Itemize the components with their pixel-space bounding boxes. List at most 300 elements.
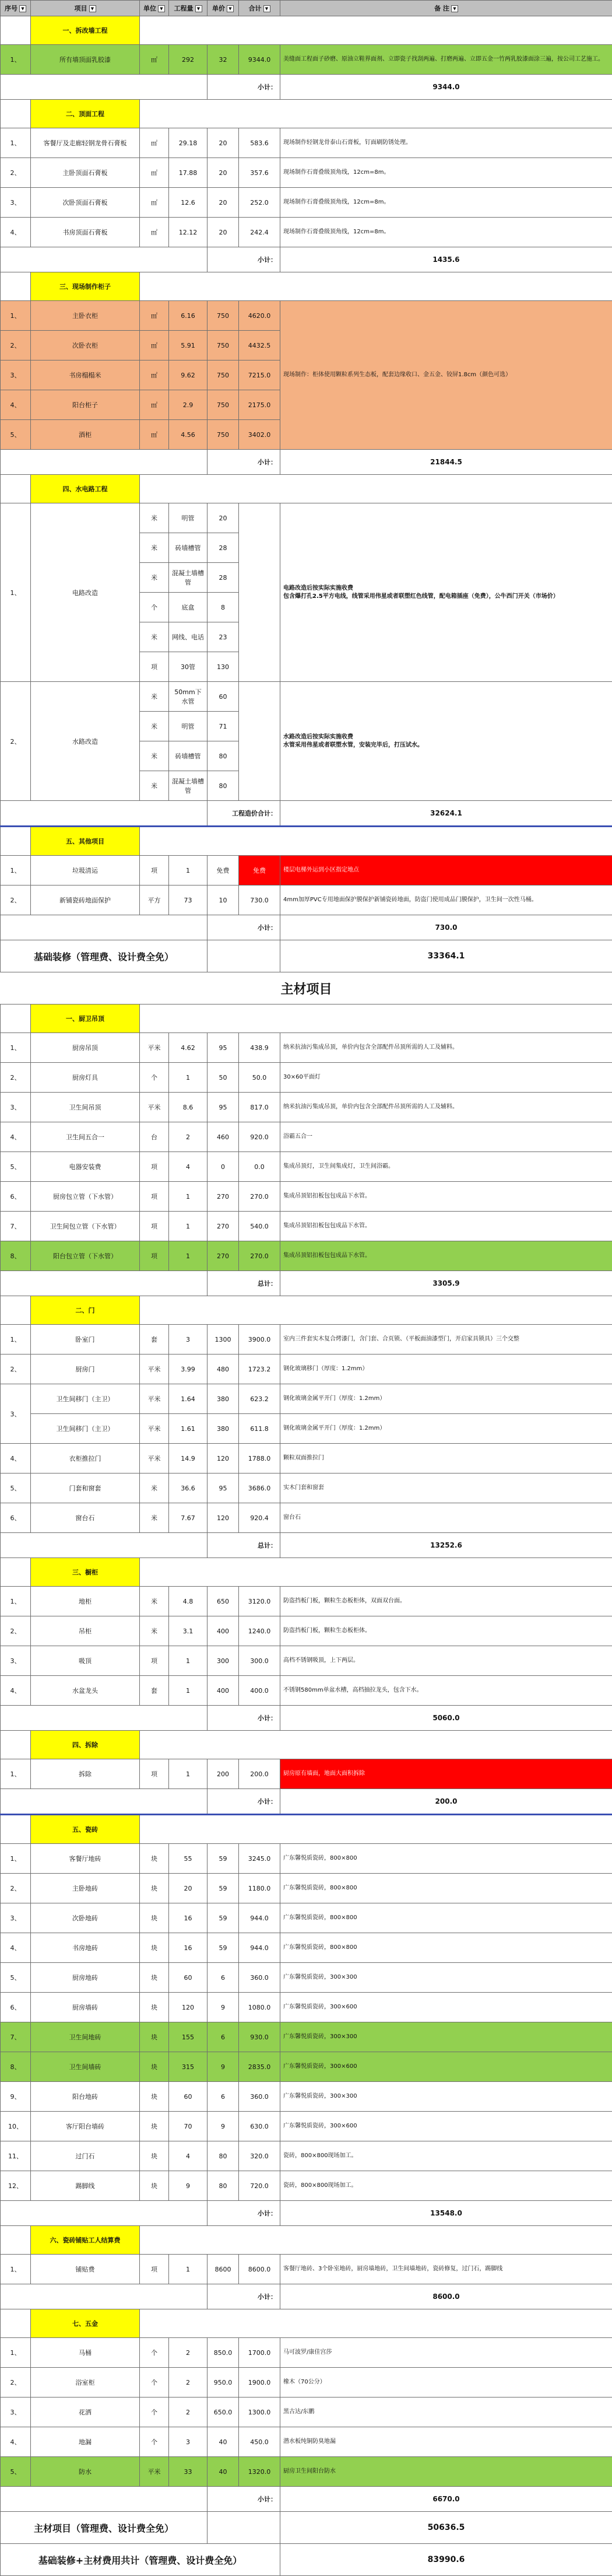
row-no: 2、 <box>1 158 31 188</box>
row-unit: 个 <box>140 2368 169 2398</box>
row-unit: 个 <box>140 2338 169 2368</box>
row-item: 卫生间五合一 <box>31 1122 140 1152</box>
empty-cell <box>1 1789 207 1815</box>
row-no: 3、 <box>1 2398 31 2427</box>
empty-cell <box>140 16 612 45</box>
subtotal-value: 13548.0 <box>280 2201 612 2226</box>
row-no: 3、 <box>1 1903 31 1933</box>
row-total <box>239 682 280 801</box>
row-note: 现场制作石膏叠级顶角线，12cm=8m。 <box>280 188 612 218</box>
filter-dropdown-icon[interactable]: ▼ <box>158 5 165 12</box>
table-row <box>1 1182 612 1212</box>
row-no: 3、 <box>1 1384 31 1444</box>
row-unit: 项 <box>140 856 169 886</box>
row-total: 730.0 <box>239 886 280 915</box>
filter-dropdown-icon[interactable]: ▼ <box>19 5 26 12</box>
row-unit: 套 <box>140 1676 169 1706</box>
row-note: 4mm加厚PVC专用地面保护膜保护新铺瓷砖地面，防盗门使用成品门膜保护，卫生间一次性马桶。 <box>280 886 612 915</box>
row-price: 120 <box>207 1444 239 1474</box>
row-note: 广东馨悦质瓷砖，300×300 <box>280 2082 612 2112</box>
subtotal-row <box>1 1789 612 1815</box>
row-no: 3、 <box>1 188 31 218</box>
row-no: 2、 <box>1 1354 31 1384</box>
subtotal-row <box>1 247 612 272</box>
table-row <box>1 1676 612 1706</box>
table-row <box>1 2398 612 2427</box>
empty-cell <box>1 1706 207 1731</box>
empty-cell <box>140 1731 612 1759</box>
subtotal-value: 8600.0 <box>280 2284 612 2309</box>
row-qty: 4 <box>169 2141 207 2171</box>
row-unit: 个 <box>140 1063 169 1093</box>
empty-cell <box>1 1296 31 1325</box>
row-price: 300 <box>207 1646 239 1676</box>
row-item: 卫生间移门（主卫） <box>31 1414 140 1444</box>
row-total: 252.0 <box>239 188 280 218</box>
row-item: 防水 <box>31 2457 140 2487</box>
row-item: 窗台石 <box>31 1503 140 1533</box>
row-note: 现场制作石膏叠级顶角线，12cm=8m。 <box>280 218 612 247</box>
row-unit: 套 <box>140 1325 169 1354</box>
row-qty: 28 <box>207 533 239 563</box>
row-qty: 70 <box>169 2112 207 2141</box>
row-qty: 60 <box>207 682 239 712</box>
row-no: 6、 <box>1 1182 31 1212</box>
subtotal-label: 小计： <box>207 2284 280 2309</box>
row-price: 6 <box>207 2022 239 2052</box>
row-price: 270 <box>207 1182 239 1212</box>
table-row <box>1 1903 612 1933</box>
section-title-row <box>1 1296 612 1325</box>
row-note: 现场制作：柜体使用颗粒系列生态板，配套边缘收口、金五金、铰屏1.8cm（颜色可选） <box>280 301 612 450</box>
empty-cell <box>1 2487 207 2512</box>
row-item: 卫生间吊顶 <box>31 1093 140 1122</box>
empty-cell <box>207 940 280 972</box>
row-qty: 315 <box>169 2052 207 2082</box>
header-seq-label: 序号 <box>5 5 17 12</box>
empty-cell <box>1 2309 31 2338</box>
row-item: 马桶 <box>31 2338 140 2368</box>
table-row <box>1 1384 612 1414</box>
row-no: 5、 <box>1 1474 31 1503</box>
row-no: 4、 <box>1 1933 31 1963</box>
table-row <box>1 2082 612 2112</box>
header-qty <box>169 1 207 16</box>
row-subitem: 砖墙槽管 <box>169 533 207 563</box>
row-item: 铺贴费 <box>31 2255 140 2284</box>
row-no: 5、 <box>1 1963 31 1993</box>
row-note: 广东馨悦质瓷砖，300×300 <box>280 2022 612 2052</box>
row-unit: 个 <box>140 593 169 622</box>
row-total: 1900.0 <box>239 2368 280 2398</box>
header-item-label: 项目 <box>75 5 87 12</box>
empty-cell <box>1 801 207 827</box>
empty-cell <box>1 1005 31 1033</box>
row-total: 1180.0 <box>239 1874 280 1903</box>
row-item: 酒柜 <box>31 420 140 450</box>
row-item: 垃圾清运 <box>31 856 140 886</box>
section-title-row <box>1 2309 612 2338</box>
row-item: 衣柜推拉门 <box>31 1444 140 1474</box>
row-subitem: 底盒 <box>169 593 207 622</box>
empty-cell <box>1 16 31 45</box>
row-no: 1、 <box>1 2255 31 2284</box>
table-row <box>1 1033 612 1063</box>
header-row <box>1 1 612 16</box>
row-no: 5、 <box>1 420 31 450</box>
row-price: 650 <box>207 1587 239 1616</box>
row-item: 地漏 <box>31 2427 140 2457</box>
table-row <box>1 1616 612 1646</box>
row-no: 11、 <box>1 2141 31 2171</box>
subtotal-row <box>1 915 612 940</box>
row-price: 80 <box>207 2141 239 2171</box>
row-item: 过门石 <box>31 2141 140 2171</box>
row-price: 750 <box>207 360 239 390</box>
row-note: 现场制作轻钢龙骨泰山石膏板，钉面刷防锈处理。 <box>280 128 612 158</box>
subtotal-label: 工程造价合计： <box>207 801 280 827</box>
row-price: 950.0 <box>207 2368 239 2398</box>
row-no: 4、 <box>1 390 31 420</box>
row-unit: ㎡ <box>140 158 169 188</box>
row-unit: 个 <box>140 2398 169 2427</box>
row-unit: 项 <box>140 1152 169 1182</box>
row-price: 750 <box>207 301 239 331</box>
empty-cell <box>1 75 207 100</box>
row-unit: 项 <box>140 1759 169 1789</box>
row-qty: 60 <box>169 2082 207 2112</box>
table-row <box>1 2338 612 2368</box>
row-no: 6、 <box>1 1993 31 2022</box>
row-no: 1、 <box>1 1033 31 1063</box>
row-unit: 项 <box>140 1241 169 1271</box>
table-row <box>1 1325 612 1354</box>
header-seq <box>1 1 31 16</box>
row-item: 书房地砖 <box>31 1933 140 1963</box>
row-qty: 1 <box>169 1241 207 1271</box>
row-total: 438.9 <box>239 1033 280 1063</box>
row-total: 3900.0 <box>239 1325 280 1354</box>
subtotal-value: 200.0 <box>280 1789 612 1815</box>
row-price: 380 <box>207 1414 239 1444</box>
row-no: 1、 <box>1 301 31 331</box>
row-qty: 8.6 <box>169 1093 207 1122</box>
row-qty: 3.1 <box>169 1616 207 1646</box>
row-no: 9、 <box>1 2082 31 2112</box>
table-row <box>1 856 612 886</box>
subtotal-value: 13252.6 <box>280 1533 612 1558</box>
row-no: 2、 <box>1 331 31 360</box>
header-note-label: 备 注 <box>434 5 449 12</box>
row-note: 瓷砖，800×800现场加工。 <box>280 2171 612 2201</box>
row-unit: 米 <box>140 563 169 593</box>
row-price: 460 <box>207 1122 239 1152</box>
row-no: 2、 <box>1 682 31 801</box>
row-item: 次卧衣柜 <box>31 331 140 360</box>
row-total: 944.0 <box>239 1903 280 1933</box>
row-item: 花洒 <box>31 2398 140 2427</box>
row-qty: 2.9 <box>169 390 207 420</box>
table-row <box>1 2427 612 2457</box>
row-qty: 2 <box>169 2398 207 2427</box>
table-row <box>1 1503 612 1533</box>
row-no: 1、 <box>1 128 31 158</box>
filter-dropdown-icon[interactable]: ▼ <box>451 5 458 12</box>
section-title: 三、橱柜 <box>31 1558 140 1587</box>
row-unit: 块 <box>140 2171 169 2201</box>
row-unit: 平米 <box>140 1414 169 1444</box>
subtotal-label: 总计： <box>207 1271 280 1296</box>
row-qty: 80 <box>207 741 239 771</box>
row-unit: 块 <box>140 1874 169 1903</box>
row-note: 钢化玻璃移门（厚度：1.2mm） <box>280 1354 612 1384</box>
row-qty: 6.16 <box>169 301 207 331</box>
row-total: 8600.0 <box>239 2255 280 2284</box>
section-title: 五、瓷砖 <box>31 1815 140 1844</box>
row-qty: 1 <box>169 1182 207 1212</box>
row-price: 95 <box>207 1033 239 1063</box>
row-total: 540.0 <box>239 1212 280 1241</box>
row-no: 1、 <box>1 1325 31 1354</box>
empty-cell <box>1 272 31 301</box>
row-qty: 73 <box>169 886 207 915</box>
empty-cell <box>140 1558 612 1587</box>
row-total: 360.0 <box>239 1963 280 1993</box>
empty-cell <box>140 1296 612 1325</box>
row-unit: 块 <box>140 2082 169 2112</box>
row-note: 厨房卫生间阳台防水 <box>280 2457 612 2487</box>
empty-cell <box>1 2226 31 2255</box>
subtotal-label: 小计： <box>207 2487 280 2512</box>
row-qty: 3.99 <box>169 1354 207 1384</box>
table-row <box>1 1646 612 1676</box>
row-total: 4620.0 <box>239 301 280 331</box>
row-qty: 4 <box>169 1152 207 1182</box>
row-subitem: 混凝土墙槽管 <box>169 771 207 801</box>
row-item: 门套和窗套 <box>31 1474 140 1503</box>
section-title: 二、顶面工程 <box>31 100 140 128</box>
row-total: 200.0 <box>239 1759 280 1789</box>
row-item: 拆除 <box>31 1759 140 1789</box>
section-title-row <box>1 1731 612 1759</box>
row-unit: 米 <box>140 682 169 712</box>
row-item: 厨房地砖 <box>31 1963 140 1993</box>
grand-total-value: 83990.6 <box>280 2544 612 2576</box>
table-row <box>1 2022 612 2052</box>
table-row <box>1 128 612 158</box>
row-no: 3、 <box>1 1093 31 1122</box>
row-no: 5、 <box>1 2457 31 2487</box>
row-unit: 米 <box>140 771 169 801</box>
row-item: 书房榻榻米 <box>31 360 140 390</box>
row-unit: 平米 <box>140 1093 169 1122</box>
row-qty: 3 <box>169 2427 207 2457</box>
row-unit: 块 <box>140 1903 169 1933</box>
row-item: 阳台包立管（下水管） <box>31 1241 140 1271</box>
row-no: 2、 <box>1 1616 31 1646</box>
row-total: 3402.0 <box>239 420 280 450</box>
row-item: 次卧顶面石膏板 <box>31 188 140 218</box>
section-title: 五、其他项目 <box>31 827 140 856</box>
row-note: 美缝面工程面子砂磨、原油立鞋界面剂、立即瓷子找刮两遍、打磨两遍、立即五金一竹两乳胶漆面涂三遍，按公司工艺施工。 <box>280 45 612 75</box>
row-qty: 1.61 <box>169 1414 207 1444</box>
row-total: 免费 <box>239 856 280 886</box>
row-note: 窗台石 <box>280 1503 612 1533</box>
row-subitem: 50mm下水管 <box>169 682 207 712</box>
row-unit: 块 <box>140 1963 169 1993</box>
row-no: 4、 <box>1 1122 31 1152</box>
row-unit: 平米 <box>140 2457 169 2487</box>
section-title: 一、厨卫吊顶 <box>31 1005 140 1033</box>
row-total: 50.0 <box>239 1063 280 1093</box>
row-price: 750 <box>207 390 239 420</box>
subtotal-label: 小计： <box>207 2201 280 2226</box>
subtotal-value: 21844.5 <box>280 450 612 475</box>
row-qty: 130 <box>207 652 239 682</box>
filter-dropdown-icon[interactable]: ▼ <box>195 5 202 12</box>
table-row <box>1 1241 612 1271</box>
row-item: 书房顶面石膏板 <box>31 218 140 247</box>
row-qty: 1 <box>169 1676 207 1706</box>
subtotal-row <box>1 2284 612 2309</box>
row-unit: ㎡ <box>140 360 169 390</box>
header-total-label: 合计 <box>249 5 262 12</box>
row-total: 3686.0 <box>239 1474 280 1503</box>
row-unit: ㎡ <box>140 188 169 218</box>
row-qty: 12.6 <box>169 188 207 218</box>
row-no: 6、 <box>1 1503 31 1533</box>
subtotal-label: 小计： <box>207 915 280 940</box>
row-note: 电路改造后按实际实施收费 包含爆打孔2.5平方电线，线管采用伟星或者联塑红色线管，配电箱插座（免费），公牛西门开关（市场价） <box>280 503 612 682</box>
table-row <box>1 2112 612 2141</box>
row-item: 电路改造 <box>31 503 140 682</box>
empty-cell <box>140 2309 612 2338</box>
table-row <box>1 1587 612 1616</box>
empty-cell <box>1 1815 31 1844</box>
row-unit: 项 <box>140 1182 169 1212</box>
row-total: 920.4 <box>239 1503 280 1533</box>
row-total: 450.0 <box>239 2427 280 2457</box>
row-unit: 平米 <box>140 1444 169 1474</box>
row-price: 32 <box>207 45 239 75</box>
row-unit: ㎡ <box>140 420 169 450</box>
row-note: 集成吊顶铝扣板包包成品下水管。 <box>280 1212 612 1241</box>
filter-dropdown-icon[interactable]: ▼ <box>227 5 234 12</box>
row-no: 4、 <box>1 1444 31 1474</box>
row-note: 广东馨悦质瓷砖，800×800 <box>280 1874 612 1903</box>
empty-cell <box>1 475 31 503</box>
row-item: 卫生间地砖 <box>31 2022 140 2052</box>
subtotal-row <box>1 2201 612 2226</box>
row-unit: ㎡ <box>140 218 169 247</box>
row-qty: 1.64 <box>169 1384 207 1414</box>
row-note: 不锈钢580mm单盆水槽，高档抽拉龙头，包含下水。 <box>280 1676 612 1706</box>
table-row <box>1 1963 612 1993</box>
row-subitem: 30管 <box>169 652 207 682</box>
row-qty: 60 <box>169 1963 207 1993</box>
row-total: 611.8 <box>239 1414 280 1444</box>
row-note: 广东馨悦质瓷砖，300×600 <box>280 2052 612 2082</box>
filter-dropdown-icon[interactable]: ▼ <box>263 5 270 12</box>
row-item: 地柜 <box>31 1587 140 1616</box>
row-total: 583.6 <box>239 128 280 158</box>
row-note: 集成吊顶铝扣板包包成品下水管。 <box>280 1182 612 1212</box>
row-item: 所有墙顶面乳胶漆 <box>31 45 140 75</box>
table-row <box>1 1414 612 1444</box>
row-unit: 项 <box>140 652 169 682</box>
row-no: 1、 <box>1 1587 31 1616</box>
row-unit: 米 <box>140 1616 169 1646</box>
row-no: 2、 <box>1 1063 31 1093</box>
row-qty: 1 <box>169 1212 207 1241</box>
row-item: 水盆龙头 <box>31 1676 140 1706</box>
row-unit: 项 <box>140 2255 169 2284</box>
row-total: 4432.5 <box>239 331 280 360</box>
section-title: 二、门 <box>31 1296 140 1325</box>
row-unit: 项 <box>140 1646 169 1676</box>
header-qty-label: 工程量 <box>174 5 194 12</box>
row-total: 920.0 <box>239 1122 280 1152</box>
row-price: 120 <box>207 1503 239 1533</box>
subtotal-value: 1435.6 <box>280 247 612 272</box>
table-row <box>1 301 612 331</box>
table-row <box>1 2171 612 2201</box>
table-row <box>1 1759 612 1789</box>
row-unit: 项 <box>140 1212 169 1241</box>
row-total: 3120.0 <box>239 1587 280 1616</box>
row-note: 广东馨悦质瓷砖，800×800 <box>280 1844 612 1874</box>
row-qty: 5.91 <box>169 331 207 360</box>
section-title-row <box>1 16 612 45</box>
table-row <box>1 158 612 188</box>
row-no: 7、 <box>1 2022 31 2052</box>
row-note: 潜水板纯铜防臭地漏 <box>280 2427 612 2457</box>
main-total-label: 主材项目（管理费、设计费全免） <box>1 2512 207 2544</box>
row-qty: 9 <box>169 2171 207 2201</box>
row-price: 400 <box>207 1616 239 1646</box>
row-qty: 7.67 <box>169 1503 207 1533</box>
row-qty: 71 <box>207 712 239 741</box>
row-price: 免费 <box>207 856 239 886</box>
row-price: 0 <box>207 1152 239 1182</box>
row-item: 客厅阳台墙砖 <box>31 2112 140 2141</box>
row-price: 59 <box>207 1844 239 1874</box>
table-row <box>1 188 612 218</box>
subtotal-label: 小计： <box>207 1789 280 1815</box>
subtotal-row <box>1 1706 612 1731</box>
row-note: 黑古达/东鹏 <box>280 2398 612 2427</box>
row-unit: 个 <box>140 2427 169 2457</box>
basic-total-value: 33364.1 <box>280 940 612 972</box>
row-total: 817.0 <box>239 1093 280 1122</box>
row-no: 4、 <box>1 2427 31 2457</box>
table-row <box>1 218 612 247</box>
table-row <box>1 1933 612 1963</box>
filter-dropdown-icon[interactable]: ▼ <box>89 5 96 12</box>
row-qty: 4.8 <box>169 1587 207 1616</box>
row-total: 270.0 <box>239 1182 280 1212</box>
row-total <box>239 503 280 682</box>
empty-cell <box>140 1815 612 1844</box>
row-unit: 米 <box>140 622 169 652</box>
row-total: 1700.0 <box>239 2338 280 2368</box>
row-qty: 1 <box>169 856 207 886</box>
row-qty: 20 <box>169 1874 207 1903</box>
row-qty: 8 <box>207 593 239 622</box>
row-qty: 4.62 <box>169 1033 207 1063</box>
subtotal-value: 3305.9 <box>280 1271 612 1296</box>
row-qty: 9.62 <box>169 360 207 390</box>
